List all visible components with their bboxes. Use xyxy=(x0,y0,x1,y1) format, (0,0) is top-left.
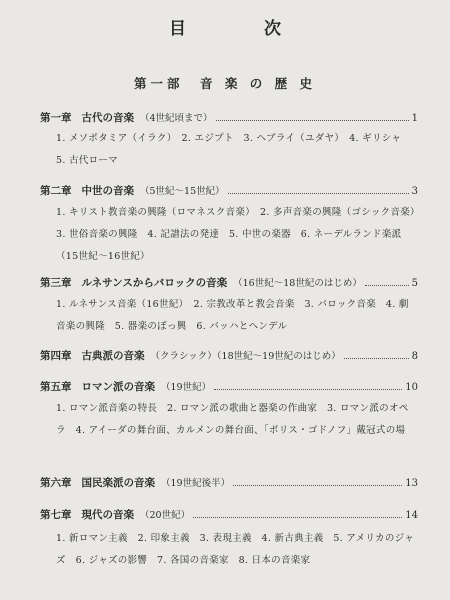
chapter-5-row xyxy=(40,379,418,394)
chapter-number: 第三章 xyxy=(40,277,72,289)
chapter-number: 第一章 xyxy=(40,112,72,124)
chapter-number: 第四章 xyxy=(40,350,72,362)
chapter-1-row xyxy=(40,110,418,125)
chapter-title: 古典派の音楽 xyxy=(81,350,145,362)
chapter-number: 第六章 xyxy=(40,477,72,489)
chapter-3-sections: 1. ルネサンス音楽（16世紀） 2. 宗教改革と教会音楽 3. バロック音楽 4. 劇音楽の興隆 5. 器楽のぼっ興 6. バッハとヘンデル xyxy=(56,299,409,332)
leader-dots xyxy=(228,192,409,194)
part-title: 第一部 音 楽 の 歴 史 xyxy=(134,76,316,91)
chapter-period: （クラシック）（18世紀〜19世紀のはじめ） xyxy=(150,351,341,362)
chapter-title: 国民楽派の音楽 xyxy=(81,477,155,489)
chapter-page: 1 xyxy=(411,113,418,124)
chapter-7-sections: 1. 新ロマン主義 2. 印象主義 3. 表現主義 4. 新古典主義 5. アメリカのジャズ 6. ジャズの影響 7. 各国の音楽家 8. 日本の音楽家 xyxy=(56,533,415,566)
chapter-title: 古代の音楽 xyxy=(81,112,134,124)
chapter-period: （5世紀〜15世紀） xyxy=(140,186,225,197)
chapter-period: （19世紀） xyxy=(161,382,212,393)
chapter-page: 14 xyxy=(405,510,418,521)
chapter-4-row xyxy=(40,348,418,363)
chapter-number: 第五章 xyxy=(40,381,72,393)
chapter-period: （20世紀） xyxy=(140,510,191,521)
chapter-title: 現代の音楽 xyxy=(81,509,134,521)
chapter-page: 8 xyxy=(411,351,418,362)
leader-dots xyxy=(214,388,402,390)
leader-dots xyxy=(344,357,409,359)
toc-title: 目 次 xyxy=(169,19,317,39)
chapter-page: 10 xyxy=(405,382,418,393)
chapter-7-row xyxy=(40,507,418,522)
chapter-page: 3 xyxy=(411,186,418,197)
chapter-title: ルネサンスからバロックの音楽 xyxy=(81,277,228,289)
chapter-number: 第二章 xyxy=(40,185,72,197)
chapter-5-sections: 1. ロマン派音楽の特長 2. ロマン派の歌曲と器楽の作曲家 3. ロマン派のオペラ 4. アイーダの舞台面、カルメンの舞台面、「ボリス・ゴドノフ」戴冠式の場 xyxy=(56,403,409,436)
chapter-6-row xyxy=(40,475,418,490)
leader-dots xyxy=(216,119,409,121)
chapter-period: （4世紀頃まで） xyxy=(140,113,213,124)
chapter-title: 中世の音楽 xyxy=(81,185,134,197)
chapter-period: （19世紀後半） xyxy=(161,478,231,489)
chapter-1-sections: 1. メソポタミア（イラク） 2. エジプト 3. ヘブライ（ユダヤ） 4. ギリシャ 5. 古代ローマ xyxy=(56,133,412,166)
chapter-number: 第七章 xyxy=(40,509,72,521)
leader-dots xyxy=(233,484,402,486)
chapter-period: （16世紀〜18世紀のはじめ） xyxy=(233,278,362,289)
leader-dots xyxy=(193,516,402,518)
chapter-page: 5 xyxy=(411,278,418,289)
chapter-2-row xyxy=(40,183,418,198)
chapter-3-row xyxy=(40,275,418,290)
leader-dots xyxy=(365,284,409,286)
chapter-2-sections: 1. キリスト教音楽の興隆（ロマネスク音楽） 2. 多声音楽の興隆（ゴシック音楽） 3. 世俗音楽の興隆 4. 記譜法の発達 5. 中世の楽器 6. ネーデルランド楽派（15世紀〜16世紀） xyxy=(56,207,425,262)
chapter-page: 13 xyxy=(405,478,418,489)
chapter-title: ロマン派の音楽 xyxy=(81,381,155,393)
